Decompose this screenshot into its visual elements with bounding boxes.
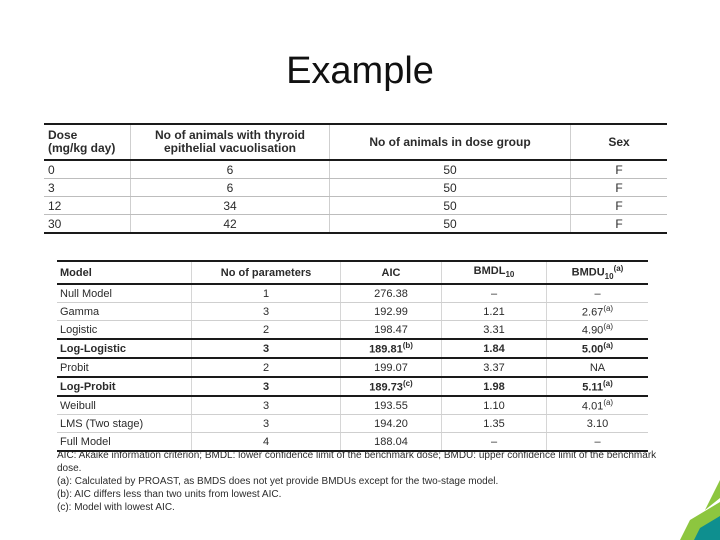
table-row (57, 415, 648, 433)
header-bmdl (442, 261, 547, 284)
cell-sex: F (571, 197, 668, 215)
cell-sex: F (571, 160, 668, 179)
cell-bmdu (547, 396, 649, 415)
dose-table-header (44, 124, 667, 160)
table-row (57, 321, 648, 340)
cell-value: 1.10 (483, 399, 505, 412)
cell-value: 194.20 (374, 417, 408, 430)
cell-value: 3 (262, 417, 270, 430)
cell-bmdu (547, 321, 649, 340)
header-parameters: No of parameters (192, 261, 341, 284)
cell-params (192, 396, 341, 415)
cell-sex: F (571, 179, 668, 197)
table-footnotes (57, 449, 657, 514)
cell-value: 5.11 (582, 381, 604, 394)
footnote-ref: (a) (603, 341, 614, 351)
cell-model (57, 339, 192, 358)
cell-value: Null Model (60, 287, 112, 300)
header-vacuolisation (131, 124, 330, 160)
cell-value: 1 (262, 287, 270, 300)
cell-bmdu (547, 415, 649, 433)
footnote-ref: (a) (603, 304, 614, 314)
cell-aic (341, 396, 442, 415)
cell-value: 3.10 (586, 417, 609, 430)
cell-value: 4.90 (581, 324, 604, 337)
table-row (57, 303, 648, 321)
cell-value: Log-Probit (60, 380, 116, 393)
cell-value: 3.37 (483, 361, 505, 374)
cell-params (192, 358, 341, 377)
cell-value: Weibull (60, 399, 96, 412)
cell-dose: 3 (44, 179, 131, 197)
footnote-ref: (a) (603, 398, 614, 408)
cell-value: 193.55 (374, 399, 408, 412)
header-dose (44, 124, 131, 160)
cell-value: 189.81 (369, 343, 403, 356)
cell-bmdu (547, 303, 649, 321)
bmdu-label: BMDU (571, 266, 605, 279)
cell-bmdl (442, 358, 547, 377)
cell-model (57, 377, 192, 396)
cell-value: 1.21 (483, 305, 505, 318)
cell-value: – (594, 435, 601, 448)
cell-bmdl (442, 284, 547, 303)
cell-value: LMS (Two stage) (60, 417, 144, 430)
cell-value: 3 (262, 399, 270, 412)
cell-bmdl (442, 303, 547, 321)
corner-decoration (660, 480, 720, 540)
cell-value: 3 (262, 305, 270, 318)
cell-sex: F (571, 215, 668, 234)
cell-aic (341, 284, 442, 303)
footnote-ref: (a) (603, 379, 613, 389)
cell-aic (341, 339, 442, 358)
table-row (44, 160, 667, 179)
cell-value: 2 (262, 361, 270, 374)
bmdl-label: BMDL (473, 265, 506, 278)
cell-value: 198.47 (374, 323, 408, 336)
cell-value: 3 (262, 342, 270, 355)
cell-bmdl (442, 321, 547, 340)
header-dose-line1: Dose (48, 128, 78, 142)
cell-bmdu (547, 339, 649, 358)
header-dose-group: No of animals in dose group (330, 124, 571, 160)
cell-params (192, 284, 341, 303)
table-row (57, 339, 648, 358)
cell-params (192, 415, 341, 433)
cell-value: 5.00 (581, 343, 604, 356)
table-row (44, 197, 667, 215)
cell-params (192, 377, 341, 396)
cell-value: 2.67 (581, 306, 604, 319)
dose-table (44, 123, 667, 234)
bmdu-sub: 10 (604, 271, 614, 281)
cell-dose: 0 (44, 160, 131, 179)
table-row (44, 179, 667, 197)
table-row (57, 284, 648, 303)
cell-params (192, 321, 341, 340)
cell-value: 1.98 (483, 380, 505, 393)
cell-value: 192.99 (374, 305, 408, 318)
cell-value: – (490, 287, 498, 300)
model-table (57, 260, 648, 452)
cell-bmdu (547, 358, 649, 377)
cell-bmdl (442, 377, 547, 396)
cell-model (57, 303, 192, 321)
cell-bmdu (547, 284, 649, 303)
cell-value: Full Model (60, 435, 111, 448)
cell-value: Gamma (60, 305, 100, 318)
cell-aic (341, 321, 442, 340)
cell-value: 3.31 (483, 323, 505, 336)
footnote: AIC: Akaike information criterion; BMDL: lower confidence limit of the benchmark dose; BMDU: upper confidence limit of the benchmark dose. (57, 450, 657, 474)
cell-group: 50 (330, 179, 571, 197)
table-row (57, 358, 648, 377)
cell-value: 1.84 (483, 342, 505, 355)
cell-vac: 6 (131, 160, 330, 179)
cell-model (57, 321, 192, 340)
cell-dose: 30 (44, 215, 131, 234)
cell-value: NA (589, 361, 606, 374)
cell-value: 4 (262, 435, 270, 448)
cell-model (57, 358, 192, 377)
cell-bmdl (442, 415, 547, 433)
cell-model (57, 396, 192, 415)
footnote: (a): Calculated by PROAST, as BMDS does not yet provide BMDUs except for the two-stage model. (57, 476, 499, 487)
cell-vac: 34 (131, 197, 330, 215)
cell-params (192, 303, 341, 321)
cell-aic (341, 303, 442, 321)
header-sex: Sex (571, 124, 668, 160)
cell-value: 2 (262, 323, 270, 336)
slide-title: Example (286, 50, 434, 92)
header-dose-line2: (mg/kg day) (48, 141, 116, 155)
header-vac-line1: No of animals with thyroid (154, 128, 305, 142)
cell-value: Probit (60, 361, 89, 374)
header-model: Model (57, 261, 192, 284)
cell-group: 50 (330, 160, 571, 179)
cell-bmdl (442, 339, 547, 358)
cell-value: – (594, 287, 601, 300)
cell-value: 188.04 (374, 435, 408, 448)
bmdu-sup: (a) (613, 264, 624, 274)
cell-params (192, 339, 341, 358)
cell-group: 50 (330, 215, 571, 234)
footnote: (b): AIC differs less than two units from lowest AIC. (57, 489, 282, 500)
cell-value: 276.38 (374, 287, 408, 300)
cell-dose: 12 (44, 197, 131, 215)
cell-model (57, 415, 192, 433)
cell-value: 189.73 (369, 381, 403, 394)
cell-value: 1.35 (483, 417, 505, 430)
header-vac-line2: epithelial vacuolisation (163, 141, 297, 155)
cell-vac: 6 (131, 179, 330, 197)
footnote: (c): Model with lowest AIC. (57, 502, 175, 513)
cell-value: Logistic (60, 323, 98, 336)
footnote-ref: (a) (603, 322, 614, 332)
footnote-ref: (c) (402, 379, 413, 389)
model-table-header (57, 261, 648, 284)
cell-value: 4.01 (581, 400, 604, 413)
cell-value: 3 (262, 380, 270, 393)
cell-value: 199.07 (374, 361, 408, 374)
cell-bmdl (442, 396, 547, 415)
cell-aic (341, 358, 442, 377)
table-row (57, 396, 648, 415)
cell-bmdu (547, 377, 649, 396)
header-bmdu (547, 261, 649, 284)
bmdl-sub: 10 (505, 270, 515, 280)
footnote-ref: (b) (402, 341, 413, 351)
cell-group: 50 (330, 197, 571, 215)
cell-vac: 42 (131, 215, 330, 234)
cell-aic (341, 415, 442, 433)
cell-value: Log-Logistic (60, 342, 126, 355)
header-aic: AIC (341, 261, 442, 284)
cell-model (57, 284, 192, 303)
table-row (44, 215, 667, 234)
table-row (57, 377, 648, 396)
cell-aic (341, 377, 442, 396)
cell-value: – (490, 435, 498, 448)
